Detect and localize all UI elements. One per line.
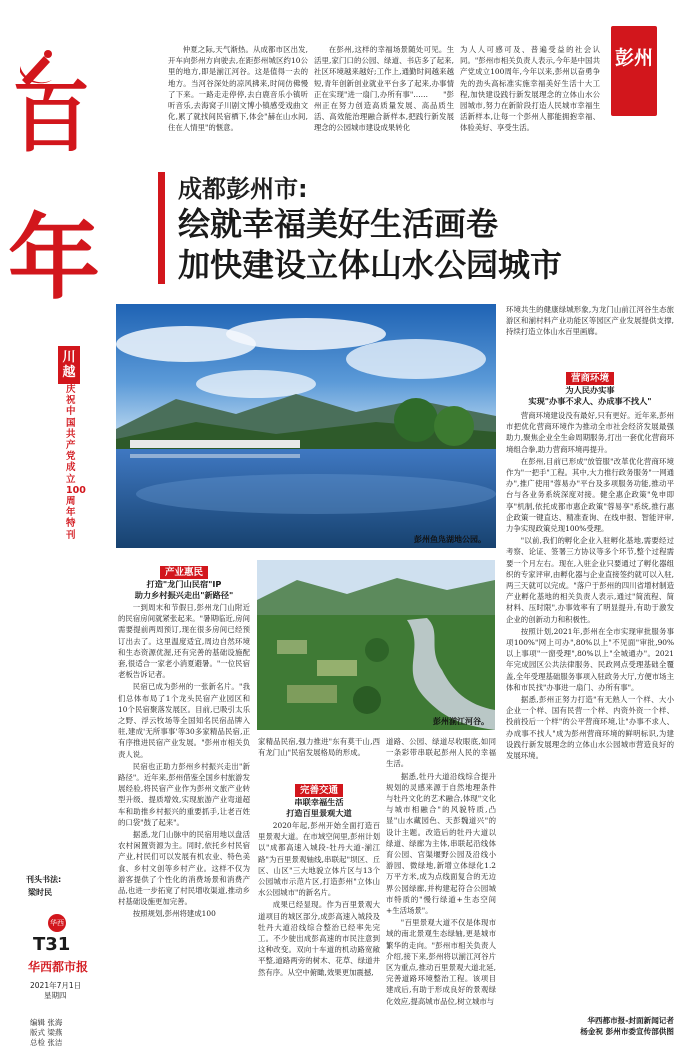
intro-column-1: 仲夏之际,天气渐热。从成都市区出发,开车向彭州方向驶去,在距彭州城区约10公里的地方,即是湔江河谷。这是值得一去的地方。当河谷深处的凉风拂来,时间仿佛慢了下来。一路走走停停,去白鹿音乐小镇听听音乐,去海窝子川剧文博小镇感受戏曲文化,累了就找间民宿栖下,体会"赫在山水间,住在人情里"的惬意。 (168, 45, 308, 133)
intro-column-2: 在彭州,这样的幸福场景随处可见。生活里,家门口的公园、绿道、书店多了起来,社区环境越来越好;工作上,通勤时间越来越短,青年创新创业就业平台多了起来,办事情正在实现"进一扇门,办所有事"…… "彭州正在努力创造高质量发展、高品质生活、高效能治理融合新样本,把践行新发展理念的公园城市建设成果转化 (314, 45, 454, 133)
paragraph: 2020年起,彭州开始全面打造百里景观大道。在市域空间里,彭州计划以"成都高速入城段-牡丹大道-湔江路"为百里景观轴线,串联起"坝区、丘区、山区"三大地貌立体片区与13个公园城市示范片区,打造彭州"立体山水公园城市"的新名片。 (258, 821, 380, 898)
paragraph: 据悉,龙门山脉中的民宿用地以盘活农村闲置资源为主。同时,依托乡村民宿产业,村民们可以发展有机农业、特色美食、乡村文创等乡村产业。这样不仅为游客提供了个性化的消费场景和消费产品,也进一步拓宽了村民增收渠道,推动乡村基础设施更加完善。 (118, 830, 250, 907)
lake-park-illustration (116, 304, 496, 548)
issue-date: 2021年7月1日 (30, 981, 82, 990)
paragraph: "以前,我们的孵化企业入驻孵化基地,需要经过考察、论证、签署三方协议等多个环节,整个过程需要一个月左右。现在,入驻企业只要通过了孵化器组织的专家评审,由孵化器与企业直接签约就可以入驻,两三天就可以完成。"落户于彭州的四川省增材制造产业孵化基地的相关负责人表示,通过"简流程、简材料、压时限",办事效率有了明显提升,有助于激发企业的创新动力和积极性。 (506, 536, 674, 624)
byline-reporter: 华西都市报-封面新闻记者 (587, 1016, 674, 1025)
calligraphy-credit-name: 梁时民 (28, 888, 52, 897)
intro-column-3: 为人人可感可及、普遍受益的社会认同。"彭州市相关负责人表示,今年是中国共产党成立100周年,今年以来,彭州以奋勇争先的劲头高标准实施幸福美好生活十大工程,加快建设践行新发展理念的立体山水公园城市,努力在新阶段打造人民城市幸福生活新样本,让每一个彭州人都能拥抱幸福、体验美好、享受生活。 (460, 45, 600, 133)
river-valley-illustration (257, 560, 495, 730)
proof-credit: 总检 张洁 (30, 1038, 63, 1047)
business-section-head (506, 366, 674, 407)
layout-credit: 版式 梁燕 (30, 1028, 63, 1037)
masthead-char-nian: 年 (8, 204, 101, 312)
transport-section-head (258, 778, 380, 819)
industry-section-body (118, 602, 250, 1032)
business-subtitle-1: 为人民办实事 (565, 385, 615, 395)
paragraph: 民宿已成为彭州的一张新名片。"我们总体布局了1个龙头民宿产业园区和10个民宿聚落发展区。目前,已吸引太乐之野、浮云牧场等全国知名民宿品牌入驻,建成'无所事事'等30多家精品民宿,正有序推进民宿产业发展。"彭州市相关负责人说。 (118, 682, 250, 759)
paragraph: 据悉,牡丹大道沿线综合提升规划的灵感来源于自然地理条件与牡丹文化的艺术融合,体现"文化与城市相融合"的风貌特质,凸显"山水藏园色、天彭魏道兴"的设计主题。改造后的牡丹大道以绿道、绿廊为主体,串联起沿线体育公园、官渠堰野公园及沿线小游园、微绿地,新增立体绿化1.2万平方米,成为点线面复合的无边界公园绿廊,并构建起符合公园城市特质的"慢行绿道+生态空间+生活场景"。 (386, 771, 496, 916)
paragraph: 按照计划,2021年,彭州在全市实现审批服务事项100%"网上可办",80%以上"不见面"审批,90%以上事项"一窗受理",80%以上"全城通办"。2021年完成园区公共法律服务、民政网点受理基础全覆盖,全年受理基础服务事项入驻政务大厅,方便市场主体和市民找"办事进一扇门、办所有事"。 (506, 626, 674, 692)
region-tag: 彭州 (611, 26, 657, 116)
industry-subtitle-2: 助力乡村振兴走出"新路径" (134, 590, 234, 600)
paper-name: 华西都市报 (28, 960, 89, 974)
lake-park-photo (116, 304, 496, 548)
industry-section-badge: 产业惠民 (160, 566, 208, 579)
headline-main-1: 绘就幸福美好生活画卷 (178, 205, 499, 243)
transport-subtitle-2: 打造百里景观大道 (286, 808, 352, 818)
paragraph: 按照规划,彭州将建成100 (132, 909, 216, 919)
far-right-continuation: 环境共生的健康绿城形象,为龙门山前江河谷生态旅游区和湔村料产业功能区等园区产业发展提供支撑,持续打造立体山水百里画廊。 (506, 305, 674, 337)
mid-column-continuation: 家精品民宿,强力推进"东有莫干山,西有龙门山"民宿发展格局的形成。 (258, 737, 380, 758)
photo2-caption: 彭州湔江河谷。 (433, 717, 489, 726)
paragraph: 一到周末和节假日,彭州龙门山附近的民宿房间就紧张起来。"暑期临近,房间需要提前两周预订,现在很多房间已经预订出去了。这里温度适宜,周边自然环境和生态资源优渥,还有完善的基础设施配套,很适合一家老小消夏避暑。"一位民宿老板告诉记者。 (118, 603, 250, 680)
special-issue-label: 庆祝中国共产党成立100周年特刊 (66, 384, 86, 541)
paragraph: 民宿也正助力彭州乡村振兴走出"新路径"。近年来,彭州借鉴全国乡村旅游发展经验,将民宿产业作为彭州文旅产业转型升级、提质增效,实现旅游产业弯道超车和助推乡村振兴的重要抓手,让老百姓的口袋"鼓了起来"。 (118, 761, 250, 827)
transport-section-continued (386, 736, 496, 1032)
byline (506, 1016, 674, 1037)
industry-subtitle-1: 打造"龙门山民宿"IP (146, 579, 222, 589)
issue-weekday: 星期四 (44, 991, 67, 1000)
headline-kicker: 成都彭州市: (178, 175, 308, 203)
river-valley-photo (257, 560, 495, 730)
byline-photo-credit: 杨金祝 彭州市委宣传部供图 (580, 1026, 674, 1036)
page-number: T31 (33, 934, 71, 955)
paragraph: 在彭州,目前已形成"放管服"改革优化营商环境作为"一把手"工程。其中,大力推行政务服务"一网通办",推广使用"蓉易办"平台及多项服务功能,推动平台与各业务系统深度对接。健全惠企政策"免申即享"机制,依托成都市惠企政策"蓉易享"系统,推行惠企政策一键直达、精准查询、在线申报、智能评审,力争实现政策兑现100%受理。 (506, 456, 674, 534)
business-section-body (506, 410, 674, 1012)
business-section-badge: 营商环境 (566, 372, 614, 385)
paragraph: 道路、公园、绿道尽收眼底,如同一条彩带串联起彭州人民的幸福生活。 (386, 737, 496, 769)
paragraph: "百里景观大道不仅是体现市域的南北景观生态绿轴,更是城市繁华的走向。"彭州市相关负责人介绍,接下来,彭州将以湔江河谷片区为重点,推动百里景观大道北延,完善道路环境整治工程。该项目建成后,有助于形成良好的景观绿化效应,提高城市品位,树立城市与 (386, 918, 496, 1006)
brand-badge: 川越 (58, 346, 80, 384)
business-subtitle-2: 实现"办事不求人、办成事不找人" (528, 396, 652, 406)
paragraph: 成果已经显现。作为百里景观大道项目的城区部分,成彭高速入城段及牡丹大道沿线综合整治已经率先完工。不少驶出成彭高速的市民注意到这种改变。双向十车道的机动路宽敞平整,道路两旁的树木、花草、绿道井然有序。从空中俯瞰,效果更加震撼, (258, 900, 380, 977)
industry-section-head (118, 560, 250, 601)
transport-section-body (258, 820, 380, 1032)
headline-accent-bar (158, 172, 165, 284)
headline-main-2: 加快建设立体山水公园城市 (178, 246, 563, 284)
paper-logo-icon: 华西 (48, 914, 66, 932)
masthead-char-bai: 百 (12, 72, 91, 163)
calligraphy-credit-label: 刊头书法: (26, 875, 62, 884)
transport-section-badge: 完善交通 (295, 784, 343, 797)
editor-credit: 编辑 张海 (30, 1018, 63, 1027)
photo1-caption: 彭州鱼凫湖地公园。 (414, 535, 486, 544)
paragraph: 营商环境建设没有最好,只有更好。近年来,彭州市把优化营商环境作为推动全市社会经济发展最强助力,聚焦企业全生命周期服务,打出一套优化营商环境组合拳,助力营商环境再提升。 (506, 411, 674, 454)
transport-subtitle-1: 串联幸福生活 (294, 797, 344, 807)
paragraph: 据悉,彭州正努力打造"有无熟人一个样、大小企业一个样、国有民营一个样、内资外资一个样、投前投后一个样"的公平营商环境,让"办事不求人、办成事不找人"成为彭州营商环境的鲜明标识,为建设践行新发展理念的立体山水公园城市营造良好的发展环境。 (506, 695, 674, 761)
